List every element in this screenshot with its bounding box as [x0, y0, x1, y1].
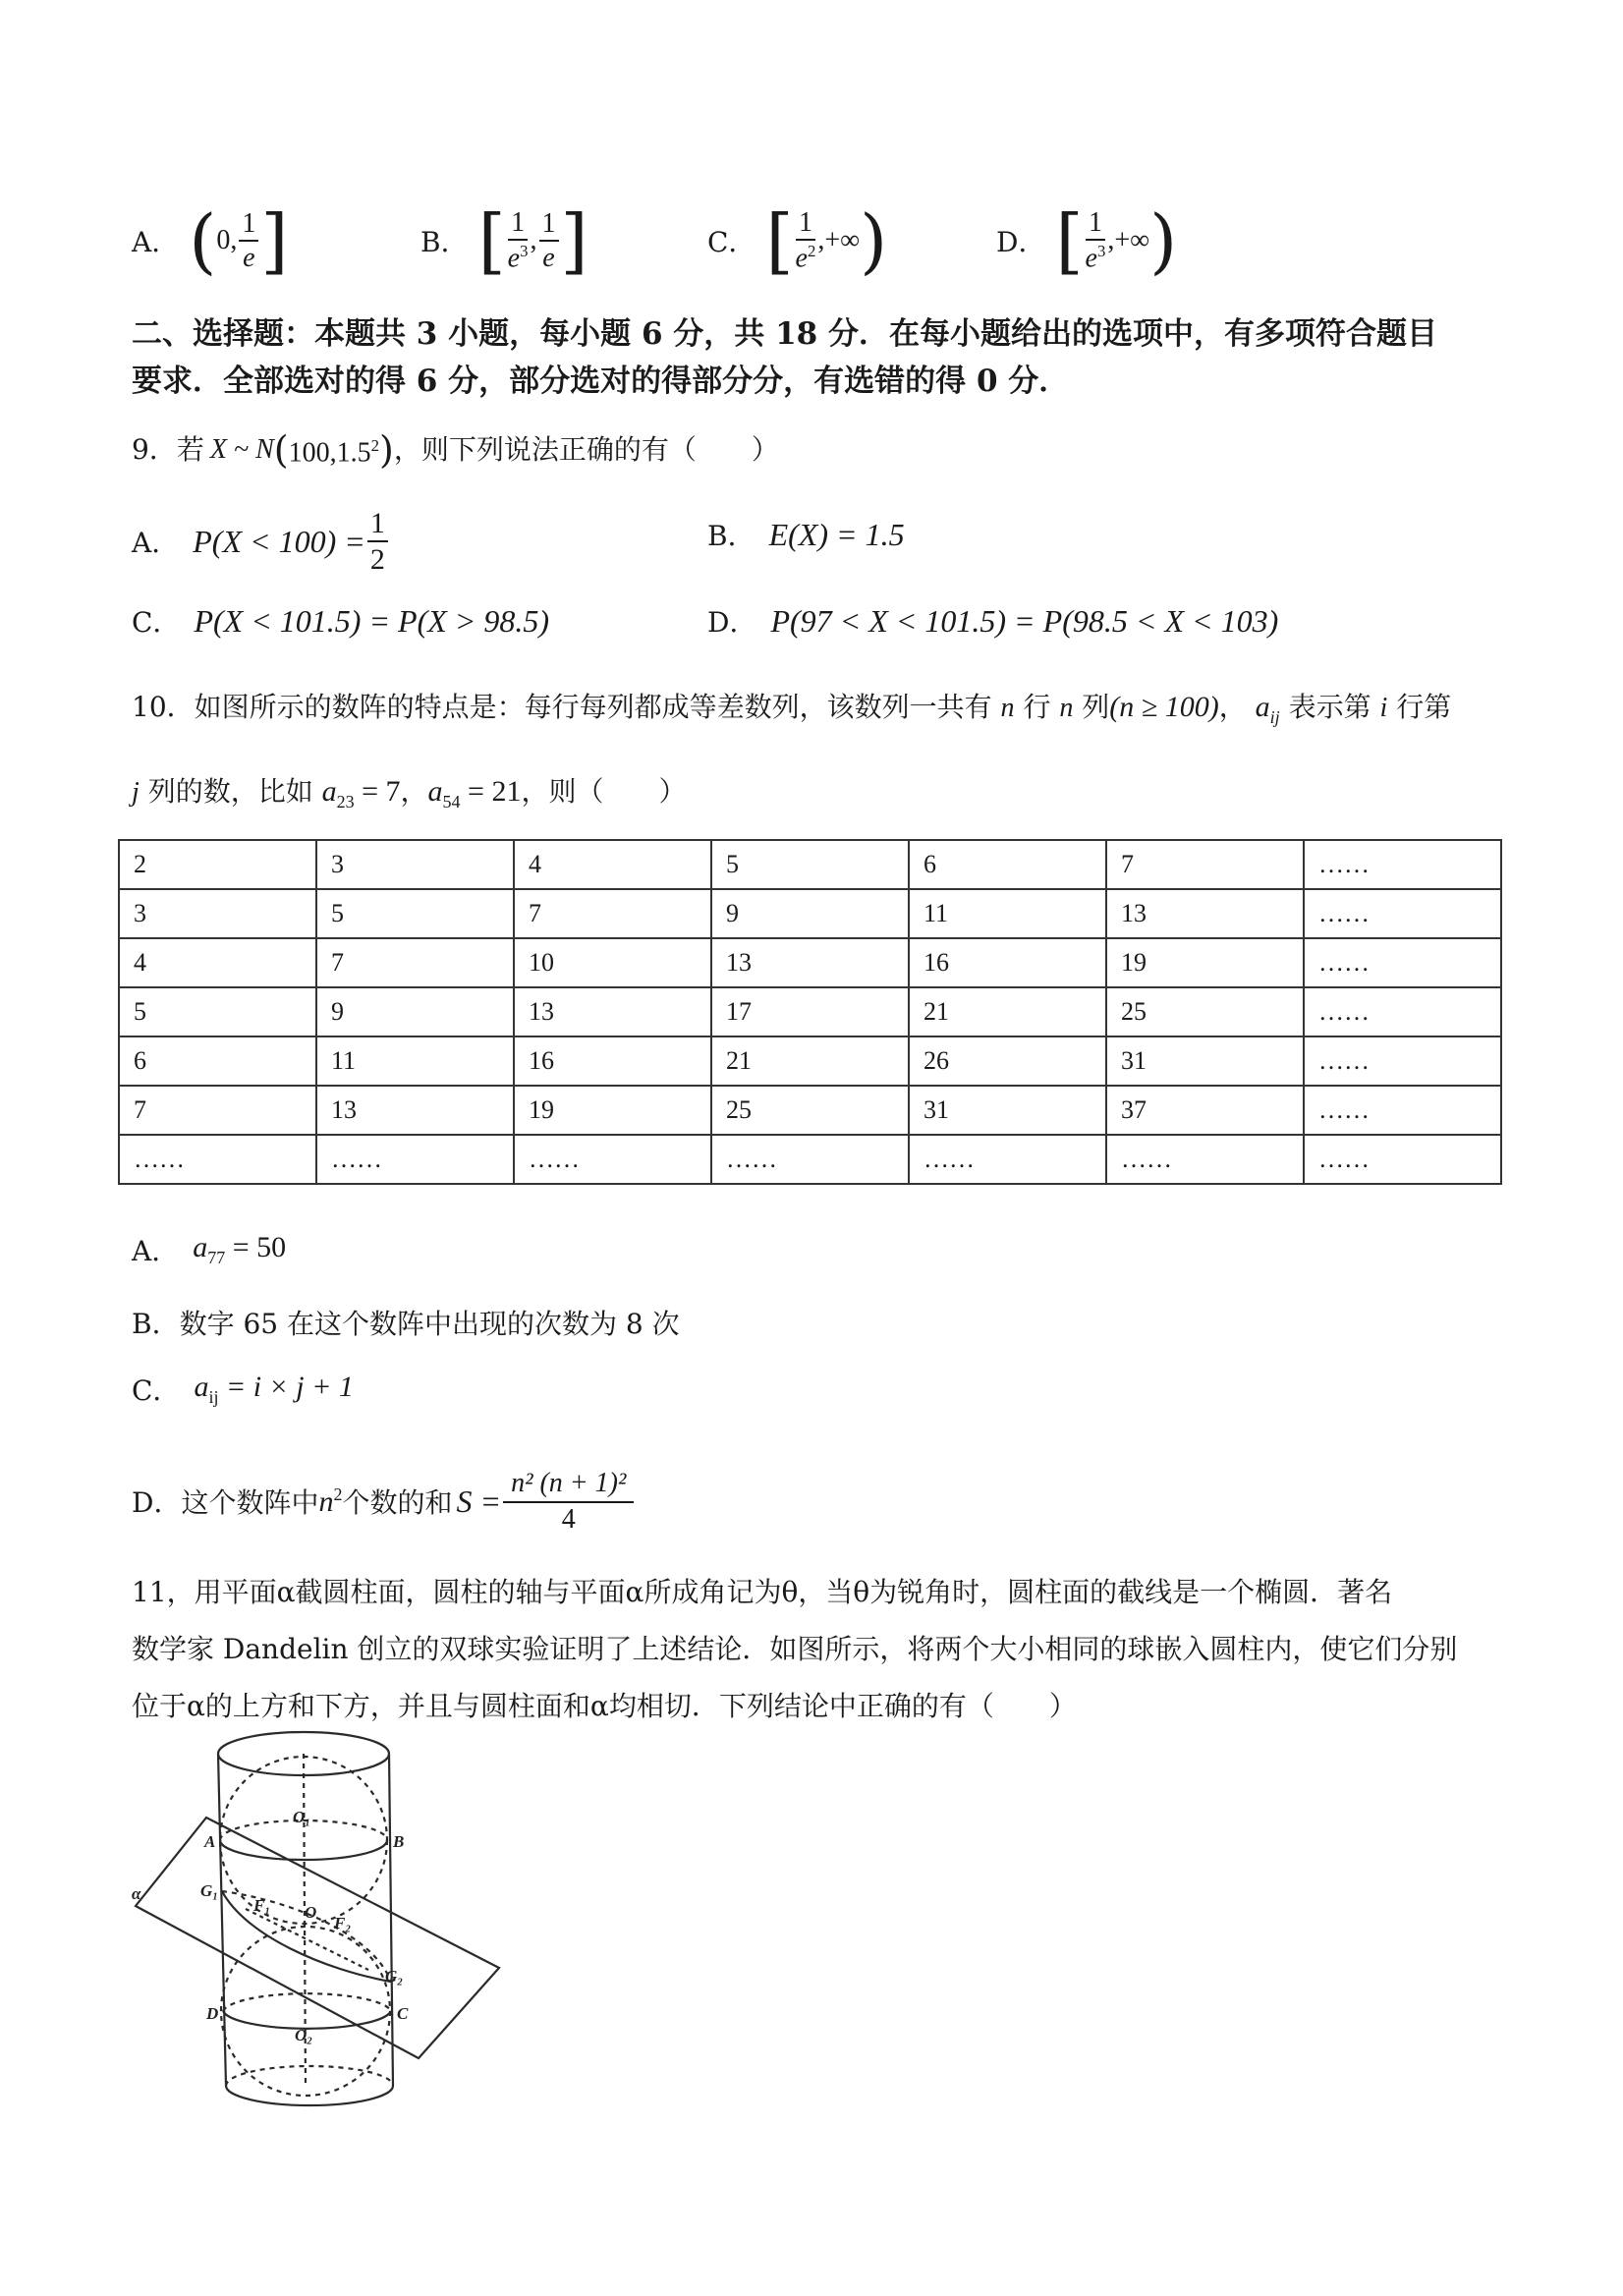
math-value: = i × j + 1: [218, 1371, 354, 1403]
table-cell: 13: [514, 987, 711, 1036]
denominator: e: [243, 242, 255, 273]
math-text: P(X < 100) =: [193, 523, 365, 559]
q10-option-d: [132, 1452, 636, 1550]
math-text: P(X < 101.5) = P(X > 98.5): [194, 602, 550, 639]
table-cell: ……: [1106, 1135, 1304, 1184]
label-b: B: [393, 1832, 405, 1851]
math-text: ,+∞: [1107, 225, 1150, 255]
table-cell: 9: [711, 889, 909, 938]
question-line: 11，用平面α截圆柱面，圆柱的轴与平面α所成角记为θ，当θ为锐角时，圆柱面的截线是一个椭圆．著名: [132, 1576, 1393, 1608]
numerator: 1: [508, 209, 528, 241]
question-text: 列的数，比如: [147, 775, 313, 808]
label-o: O: [305, 1903, 317, 1922]
dandelin-spheres-figure: [128, 1724, 511, 2117]
option-text: D．这个数阵中: [132, 1486, 319, 1519]
number-array-table: [118, 839, 1502, 1185]
section-heading-line: 二、选择题：本题共 3 小题，每小题 6 分，共 18 分．在每小题给出的选项中，有多项符合题目: [132, 316, 1438, 352]
math-var: j: [132, 777, 140, 808]
fraction: [239, 207, 258, 273]
table-cell: 9: [316, 987, 514, 1036]
option-label: A．: [132, 226, 180, 258]
table-row: [119, 840, 1501, 889]
question-text: 10．如图所示的数阵的特点是：每行每列都成等差数列，该数列一共有: [132, 691, 992, 723]
table-cell: 7: [514, 889, 711, 938]
table-cell: 37: [1106, 1086, 1304, 1135]
label-g1: G₁: [200, 1881, 219, 1900]
math-var: i: [1379, 693, 1388, 723]
math-var: [1255, 691, 1280, 727]
numerator: 1: [796, 209, 815, 241]
label-o1: O₁: [293, 1808, 311, 1826]
base: e: [1085, 243, 1097, 274]
option-label: D．: [996, 226, 1046, 258]
bracket: [: [1055, 199, 1084, 282]
option-label: C．: [707, 226, 756, 258]
numerator: n² (n + 1)²: [503, 1470, 634, 1503]
numerator: 1: [239, 210, 258, 242]
math-text: (n ≥ 100): [1109, 691, 1219, 723]
exponent: 2: [807, 241, 816, 260]
table-cell: 31: [909, 1086, 1106, 1135]
bracket: ): [1149, 199, 1178, 282]
table-cell: 7: [1106, 840, 1304, 889]
table-cell: 25: [1106, 987, 1304, 1036]
var-base: a: [193, 1231, 208, 1263]
question-text: 表示第: [1288, 691, 1371, 723]
q8-option-d: [996, 196, 1177, 285]
fraction: [795, 206, 816, 274]
bracket: ]: [260, 199, 289, 282]
table-cell: ……: [1304, 1086, 1501, 1135]
numerator: 1: [539, 210, 559, 242]
option-label: C．: [132, 606, 181, 639]
fraction: [539, 207, 559, 273]
q8-option-b: [420, 196, 588, 285]
exponent: 3: [520, 241, 529, 260]
table-cell: 7: [119, 1086, 316, 1135]
table-cell: 10: [514, 938, 711, 987]
label-a: A: [204, 1832, 216, 1851]
subscript: 23: [336, 792, 355, 812]
table-row: [119, 987, 1501, 1036]
table-cell: 3: [119, 889, 316, 938]
math-value: 100,1.5: [288, 437, 371, 469]
table-cell: ……: [1304, 987, 1501, 1036]
table-row: [119, 1036, 1501, 1086]
table-cell: 17: [711, 987, 909, 1036]
table-cell: 16: [909, 938, 1106, 987]
math-var: n: [1000, 693, 1015, 723]
math-text: ,+∞: [817, 225, 861, 255]
table-cell: 5: [316, 889, 514, 938]
option-text: B．数字 65 在这个数阵中出现的次数为 8 次: [132, 1308, 680, 1340]
bracket: ]: [560, 199, 588, 282]
fraction: [503, 1467, 634, 1535]
exponent: 2: [333, 1484, 343, 1504]
bracket: ): [860, 199, 888, 282]
math-expr: [194, 1371, 353, 1408]
table-cell: ……: [711, 1135, 909, 1184]
math-value: = 50: [225, 1231, 287, 1263]
question-text: ，则（ ）: [521, 775, 687, 808]
plane-alpha: [136, 1818, 499, 2058]
q9-stem: [132, 426, 779, 473]
math-text: X ~ N: [209, 433, 274, 465]
section-heading-line: 要求．全部选对的得 6 分，部分选对的得部分分，有选错的得 0 分．: [132, 364, 1070, 399]
table-cell: ……: [909, 1135, 1106, 1184]
option-label: B．: [707, 520, 756, 552]
q9-option-d: [707, 601, 1278, 641]
fraction: [367, 506, 388, 576]
numerator: 1: [367, 509, 388, 542]
table-row: [119, 938, 1501, 987]
math-text: P(97 < X < 101.5) = P(98.5 < X < 103): [770, 602, 1279, 639]
label-f2: F₂: [334, 1914, 352, 1932]
table-cell: 6: [119, 1036, 316, 1086]
denominator: [1086, 241, 1106, 272]
subscript: ij: [1269, 707, 1280, 727]
denominator: 2: [369, 542, 385, 576]
base: e: [507, 243, 521, 274]
math-text: E(X) = 1.5: [768, 516, 905, 552]
table-cell: ……: [1304, 1135, 1501, 1184]
label-alpha: α: [132, 1884, 141, 1903]
option-label: A．: [132, 527, 180, 559]
subscript: ij: [208, 1387, 219, 1407]
table-cell: 13: [1106, 889, 1304, 938]
math-value: = 7: [354, 775, 401, 808]
cylinder-right-edge: [389, 1754, 393, 2086]
bracket: [: [477, 199, 506, 282]
fraction: [507, 206, 529, 274]
math-text: ,: [530, 225, 537, 255]
punctuation: ，: [1218, 691, 1247, 723]
section-heading: [132, 310, 1527, 405]
var-base: a: [321, 775, 337, 808]
table-cell: 19: [514, 1086, 711, 1135]
label-g2: G₂: [385, 1967, 404, 1986]
table-cell: 5: [711, 840, 909, 889]
table-cell: 31: [1106, 1036, 1304, 1086]
table-cell: 25: [711, 1086, 909, 1135]
question-text: 列: [1082, 691, 1110, 723]
table-cell: ……: [1304, 840, 1501, 889]
table-cell: 11: [909, 889, 1106, 938]
q10-option-b: [132, 1303, 680, 1342]
table-cell: ……: [316, 1135, 514, 1184]
table-row: [119, 889, 1501, 938]
q11-stem: [132, 1564, 1527, 1735]
bracket: [: [765, 199, 794, 282]
table-cell: 11: [316, 1036, 514, 1086]
bracket: (: [189, 199, 217, 282]
math-var: [318, 1484, 342, 1519]
q8-option-a: [132, 196, 288, 285]
label-f1: F₁: [253, 1896, 271, 1915]
table-cell: ……: [1304, 938, 1501, 987]
label-d: D: [206, 2004, 219, 2023]
table-cell: ……: [1304, 889, 1501, 938]
label-o2: O₂: [295, 2026, 313, 2044]
table-cell: ……: [119, 1135, 316, 1184]
table-cell: 21: [909, 987, 1106, 1036]
denominator: 4: [561, 1503, 576, 1535]
option-label: A．: [132, 1235, 180, 1267]
denominator: e: [542, 242, 555, 273]
table-cell: 26: [909, 1036, 1106, 1086]
base: e: [795, 243, 808, 274]
question-line: 数学家 Dandelin 创立的双球实验证明了上述结论．如图所示，将两个大小相同的球嵌入圆柱内，使它们分别: [132, 1633, 1458, 1665]
question-number: 9．若: [132, 432, 204, 466]
question-line: 位于α的上方和下方，并且与圆柱面和α均相切．下列结论中正确的有（ ）: [132, 1690, 1077, 1722]
var-base: a: [194, 1371, 209, 1403]
question-text: 行第: [1396, 691, 1452, 723]
numerator: 1: [1086, 209, 1105, 241]
sphere-equator-dc-hidden: [223, 1993, 391, 2011]
punctuation: ，: [400, 775, 428, 808]
math-value: = 21: [460, 775, 522, 808]
math-expr: [193, 1231, 286, 1268]
subscript: 77: [207, 1248, 226, 1267]
table-cell: 7: [316, 938, 514, 987]
table-row: [119, 1086, 1501, 1135]
q9-option-a: [132, 499, 390, 584]
option-label: D．: [707, 606, 757, 639]
q10-option-c: [132, 1370, 354, 1409]
math-expr: [427, 775, 522, 812]
math-text: 0,: [216, 225, 238, 255]
paren: (: [273, 427, 289, 472]
table-cell: 13: [711, 938, 909, 987]
q8-option-c: [707, 196, 887, 285]
q10-stem-line1: [132, 688, 1451, 737]
math-var: n: [1059, 693, 1074, 723]
q10-option-a: [132, 1230, 286, 1269]
q10-stem-line2: [132, 772, 686, 821]
table-cell: 4: [119, 938, 316, 987]
option-label: C．: [132, 1374, 181, 1407]
question-text: 行: [1023, 691, 1051, 723]
table-cell: 3: [316, 840, 514, 889]
table-cell: 2: [119, 840, 316, 889]
table-cell: 16: [514, 1036, 711, 1086]
subscript: 54: [442, 792, 461, 812]
q9-option-b: [707, 515, 905, 554]
var-base: a: [1255, 691, 1270, 723]
fraction: [1085, 206, 1106, 274]
denominator: [796, 241, 816, 272]
table-cell: 13: [316, 1086, 514, 1135]
exponent: 3: [1096, 241, 1106, 260]
table-cell: 4: [514, 840, 711, 889]
table-cell: 6: [909, 840, 1106, 889]
option-label: B．: [420, 226, 469, 258]
question-text: ，则下列说法正确的有（ ）: [393, 432, 779, 466]
table-row: [119, 1135, 1501, 1184]
option-text: 个数的和: [342, 1486, 453, 1519]
denominator: [508, 241, 529, 272]
var-base: a: [427, 775, 443, 808]
math-text: [289, 426, 379, 473]
math-text: S =: [456, 1483, 502, 1519]
table-cell: 19: [1106, 938, 1304, 987]
table-cell: ……: [514, 1135, 711, 1184]
table-cell: 21: [711, 1036, 909, 1086]
paren: ): [378, 427, 394, 472]
label-c: C: [397, 2004, 409, 2023]
table-cell: ……: [1304, 1036, 1501, 1086]
table-cell: 5: [119, 987, 316, 1036]
math-expr: [321, 775, 401, 812]
q9-option-c: [132, 601, 549, 641]
exponent: 2: [370, 436, 379, 455]
var-base: n: [318, 1484, 334, 1518]
